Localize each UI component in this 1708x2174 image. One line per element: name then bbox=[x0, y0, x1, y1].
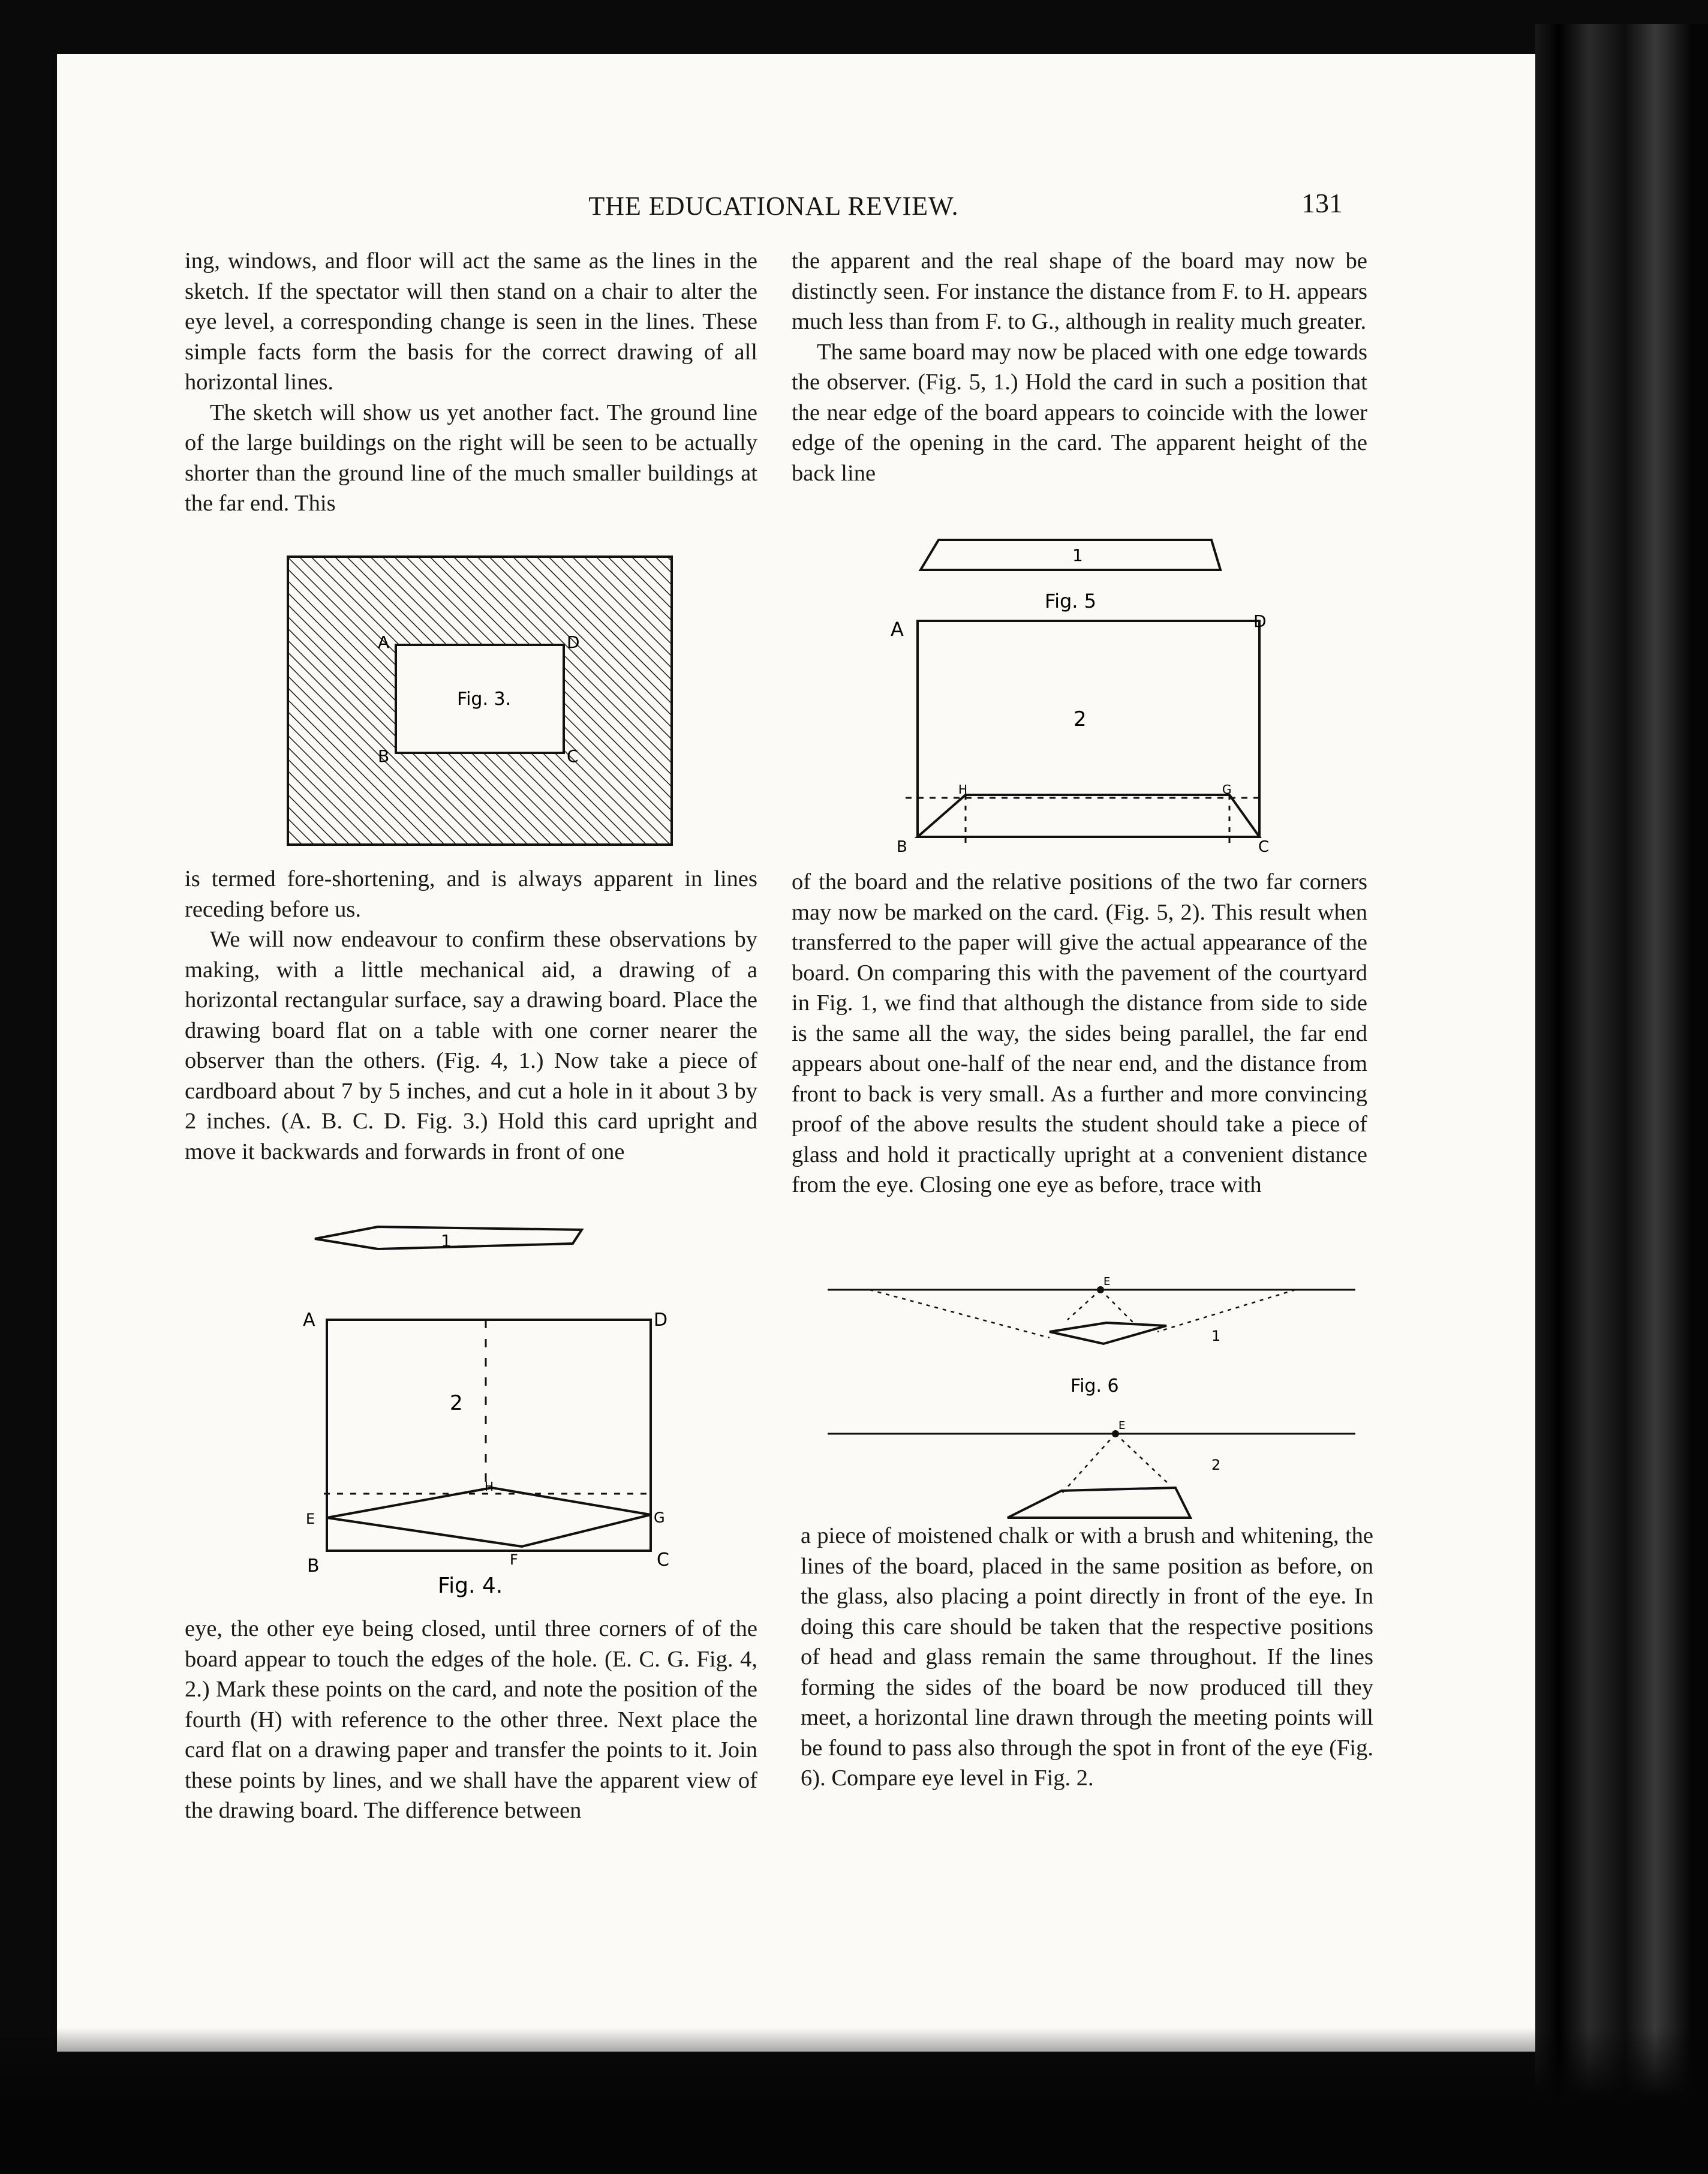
paragraph: the apparent and the real shape of the board may now be distinctly seen. For instance the distance from F. to H. appears much less than from F. to G., although in reality much greater. bbox=[792, 248, 1367, 334]
label-a: A bbox=[303, 1310, 315, 1331]
label-e: E bbox=[1103, 1275, 1111, 1288]
label-b: B bbox=[897, 838, 907, 856]
board-on-glass-2 bbox=[1008, 1488, 1190, 1518]
paragraph: ing, windows, and floor will act the same as the lines in the sketch. If the spectator will then stand on a chair to alter the eye level, a corresponding change is seen in the lines. These simple facts form the basis for the correct drawing of all horizontal lines. bbox=[185, 248, 757, 395]
label-f: F bbox=[510, 1551, 518, 1568]
right-column-block-2 bbox=[792, 867, 1367, 1200]
label-b: B bbox=[307, 1556, 320, 1577]
label-e-2: E bbox=[1118, 1419, 1126, 1432]
figure-5-drawing bbox=[882, 531, 1301, 867]
board-on-glass-1 bbox=[1050, 1323, 1166, 1344]
label-1: 1 bbox=[1072, 545, 1083, 565]
label-b: B bbox=[378, 746, 390, 766]
paragraph: is termed fore-shortening, and is always apparent in lines receding before us. bbox=[185, 866, 757, 922]
label-g: G bbox=[1222, 782, 1232, 797]
label-2: 2 bbox=[1073, 707, 1087, 731]
left-column-block-3 bbox=[185, 1614, 757, 1826]
running-title: THE EDUCATIONAL REVIEW. bbox=[588, 191, 959, 221]
paragraph: of the board and the relative positions of the two far corners may now be marked on the card. (Fig. 5, 2). This result when transferred to the paper will give the actual appearance of the board. On comparing this with the pavement of the courtyard in Fig. 1, we find that although the distance from side to side is the same all the way, the sides being parallel, the far end appears about one-half of the near end, and the distance from front to back is very small. As a further and more convincing proof of the above results the student should take a piece of glass and hold it practically upright at a convenient distance from the eye. Closing one eye as before, trace with bbox=[792, 869, 1367, 1197]
label-2: 2 bbox=[1211, 1457, 1221, 1473]
paragraph: The same board may now be placed with one edge towards the observer. (Fig. 5, 1.) Hold the card in such a position that the near edge of the board appears to coincide with the lower edge of the opening in the card. The apparent height of the back line bbox=[792, 339, 1367, 486]
label-e: E bbox=[306, 1511, 315, 1527]
label-1: 1 bbox=[1211, 1328, 1221, 1344]
board-view-2 bbox=[327, 1488, 651, 1547]
label-h: H bbox=[958, 782, 968, 797]
figure-5 bbox=[882, 531, 1301, 867]
label-a: A bbox=[378, 632, 390, 652]
paragraph: We will now endeavour to confirm these observations by making, with a little mechanical aid, a drawing of a horizontal rectangular surface, say a drawing board. Place the drawing board flat on a table with one corner nearer the observer than the others. (Fig. 4, 1.) Now take a piece of cardboard about 7 by 5 inches, and cut a hole in it about 3 by 2 inches. (A. B. C. D. Fig. 3.) Hold this card upright and move it backwards and forwards in front of one bbox=[185, 927, 757, 1164]
figure-3 bbox=[282, 552, 678, 852]
figure-6-caption: Fig. 6 bbox=[1070, 1376, 1119, 1397]
label-c: C bbox=[567, 746, 579, 766]
board-edge-view-1 bbox=[921, 540, 1220, 570]
figure-6-drawing bbox=[822, 1266, 1361, 1530]
card-rectangle bbox=[327, 1320, 651, 1551]
book-binding-edge bbox=[1535, 24, 1708, 2174]
card-rectangle bbox=[918, 621, 1259, 837]
figure-5-caption: Fig. 5 bbox=[1045, 590, 1096, 612]
label-d: D bbox=[654, 1310, 668, 1331]
label-d: D bbox=[567, 632, 580, 652]
label-d: D bbox=[1253, 611, 1267, 631]
figure-6 bbox=[822, 1266, 1361, 1530]
label-c: C bbox=[1258, 838, 1270, 856]
board-edge-view-2 bbox=[918, 795, 1259, 837]
label-g: G bbox=[654, 1509, 665, 1526]
right-column-block-1 bbox=[792, 246, 1367, 488]
left-column-block-1 bbox=[185, 246, 757, 519]
left-column-block-2 bbox=[185, 864, 757, 1167]
page-number: 131 bbox=[1301, 188, 1343, 218]
label-c: C bbox=[657, 1550, 669, 1571]
right-column-block-3 bbox=[801, 1521, 1373, 1794]
figure-4-caption: Fig. 4. bbox=[438, 1574, 503, 1598]
label-1: 1 bbox=[441, 1231, 452, 1251]
paragraph: a piece of moistened chalk or with a brush and whitening, the lines of the board, placed in the same position as before, on the glass, also placing a point directly in front of the eye. In doing this care should be taken that the respective positions of head and glass remain the same throughout. If the lines forming the sides of the board be now produced till they meet, a horizontal line drawn through the meeting points will be found to pass also through the spot in front of the eye (Fig. 6). Compare eye level in Fig. 2. bbox=[801, 1523, 1373, 1791]
label-a: A bbox=[891, 618, 904, 641]
figure-4 bbox=[294, 1218, 702, 1608]
paragraph: The sketch will show us yet another fact. The ground line of the large buildings on the right will be seen to be actually shorter than the ground line of the much smaller buildings at the far end. This bbox=[185, 400, 757, 516]
label-2: 2 bbox=[450, 1391, 463, 1415]
bottom-shadow bbox=[0, 2028, 1708, 2174]
figure-4-drawing bbox=[294, 1218, 702, 1608]
figure-3-caption: Fig. 3. bbox=[457, 689, 512, 710]
paragraph: eye, the other eye being closed, until three corners of of the board appear to touch the edges of the hole. (E. C. G. Fig. 4, 2.) Mark these points on the card, and note the position of the fourth (H) with reference to the other three. Next place the card flat on a drawing paper and transfer the points to it. Join these points by lines, and we shall have the apparent view of the drawing board. The difference between bbox=[185, 1616, 757, 1823]
label-h: H bbox=[485, 1479, 494, 1494]
figure-3-drawing bbox=[282, 552, 678, 852]
